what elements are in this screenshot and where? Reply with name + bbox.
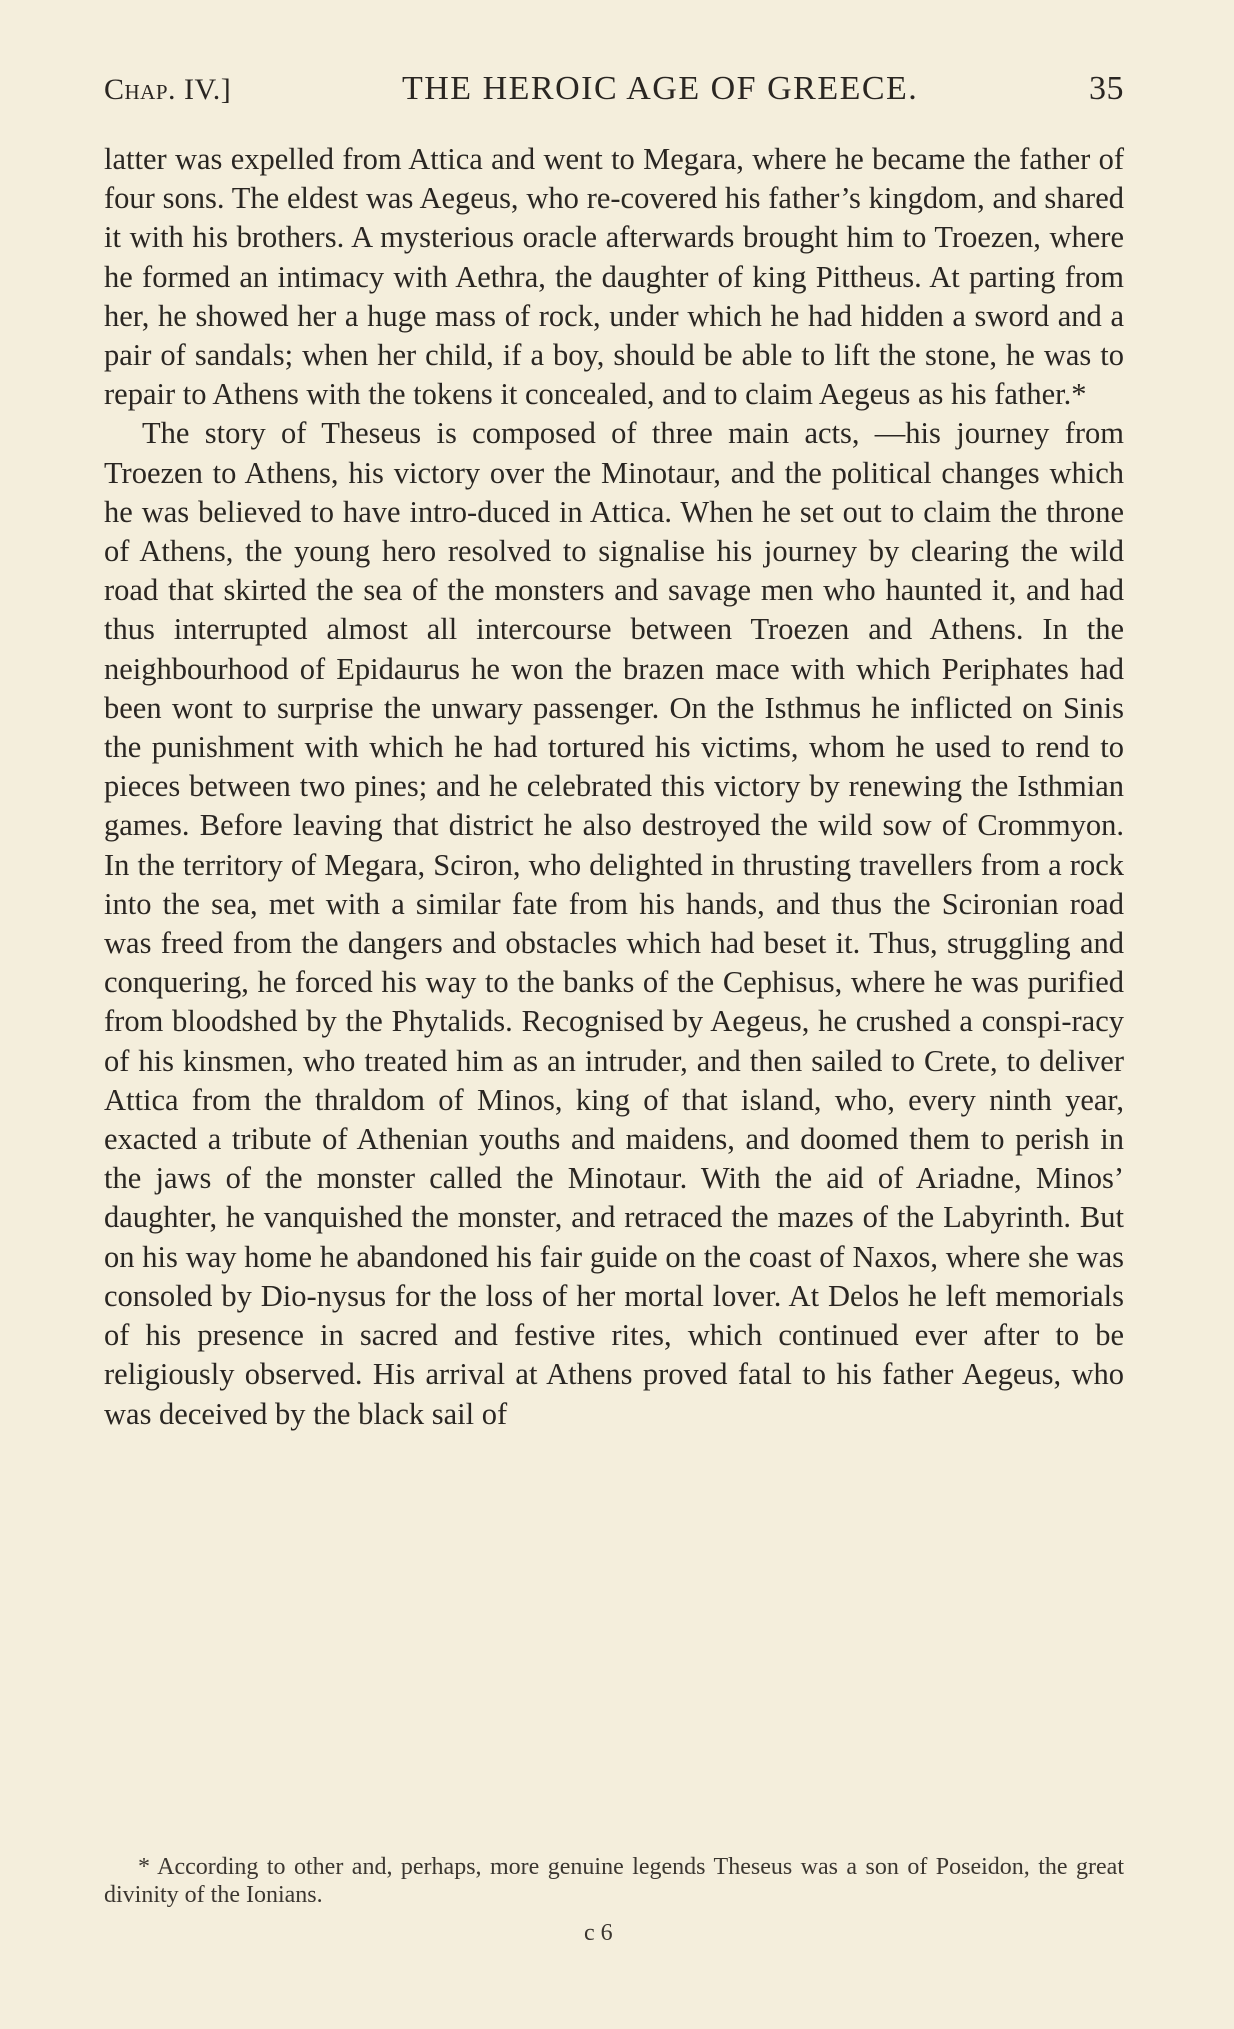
footnote [104, 1853, 1124, 1909]
paragraph-2: The story of Theseus is composed of three main acts, —his journey from Troezen to Athens, his victory over the Minotaur, and the political changes which he was believed to have intro-duced in Attica. When he set out to claim the throne of Athens, the young hero resolved to signalise his journey by clearing the wild road that skirted the sea of the monsters and savage men who haunted it, and had thus interrupted almost all intercourse between Troezen and Athens. In the neighbourhood of Epidaurus he won the brazen mace with which Periphates had been wont to surprise the unwary passenger. On the Isthmus he inflicted on Sinis the punishment with which he had tortured his victims, whom he used to rend to pieces between two pines; and he celebrated this victory by renewing the Isthmian games. Before leaving that district he also destroyed the wild sow of Crommyon. In the territory of Megara, Sciron, who delighted in thrusting travellers from a rock into the sea, met with a similar fate from his hands, and thus the Scironian road was freed from the dangers and obstacles which had beset it. Thus, struggling and conquering, he forced his way to the banks of the Cephisus, where he was purified from bloodshed by the Phytalids. Recognised by Aegeus, he crushed a conspi-racy of his kinsmen, who treated him as an intruder, and then sailed to Crete, to deliver Attica from the thraldom of Minos, king of that island, who, every ninth year, exacted a tribute of Athenian youths and maidens, and doomed them to perish in the jaws of the monster called the Minotaur. With the aid of Ariadne, Minos’ daughter, he vanquished the monster, and retraced the mazes of the Labyrinth. But on his way home he abandoned his fair guide on the coast of Naxos, where she was consoled by Dio-nysus for the loss of her mortal lover. At Delos he left memorials of his presence in sacred and festive rites, which continued ever after to be religiously observed. His arrival at Athens proved fatal to his father Aegeus, who was deceived by the black sail of [104, 416, 1124, 1431]
footnote-text: * According to other and, perhaps, more genuine legends Theseus was a son of Poseidon, the great divinity of the Ionians. [104, 1854, 1124, 1908]
book-page [104, 70, 1124, 2000]
body-text [104, 140, 1124, 1434]
running-head [104, 70, 1124, 118]
page-number: 35 [1088, 70, 1124, 107]
paragraph-1: latter was expelled from Attica and went to Megara, where he became the father of four sons. The eldest was Aegeus, who re-covered his father’s kingdom, and shared it with his brothers. A mysterious oracle afterwards brought him to Troezen, where he formed an intimacy with Aethra, the daughter of king Pittheus. At parting from her, he showed her a huge mass of rock, under which he had hidden a sword and a pair of sandals; when her child, if a boy, should be able to lift the stone, he was to repair to Athens with the tokens it concealed, and to claim Aegeus as his father.* [104, 142, 1124, 412]
chapter-label: Chap. IV.] [104, 73, 232, 106]
running-title: THE HEROIC AGE OF GREECE. [401, 70, 919, 107]
signature-mark: c 6 [584, 1920, 613, 1946]
